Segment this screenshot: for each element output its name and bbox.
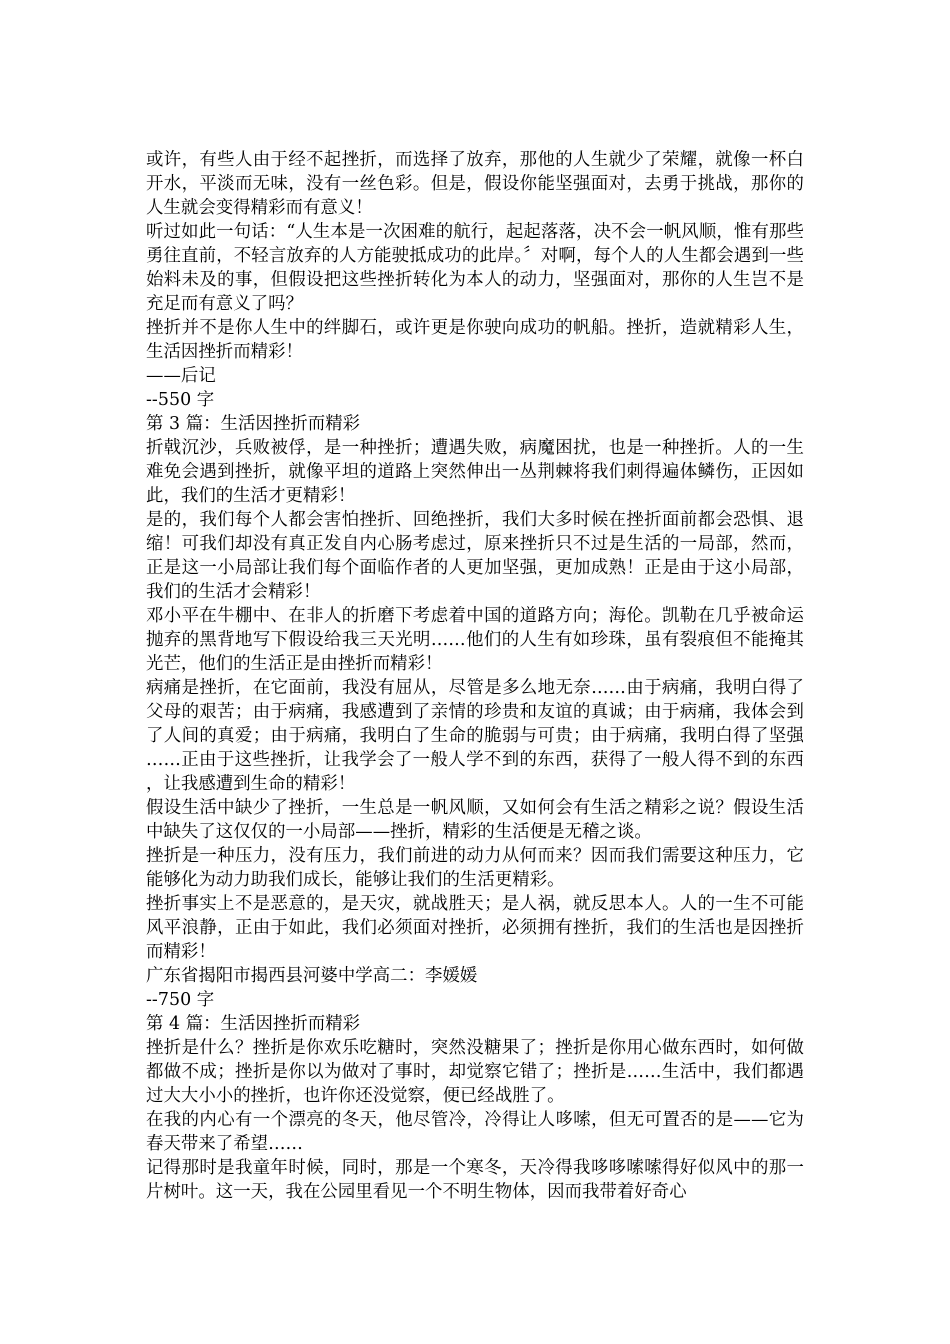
paragraph: 邓小平在牛棚中、在非人的折磨下考虑着中国的道路方向；海伦。凯勒在几乎被命运抛弃的黑背地写下假设给我三天光明……他们的人生有如珍珠，虽有裂痕但不能掩其光芒，他们的生活正是由挫折而精彩！ bbox=[146, 606, 804, 674]
article-heading: 第 3 篇：生活因挫折而精彩 bbox=[146, 414, 361, 434]
paragraph: 在我的内心有一个漂亮的冬天，他尽管冷，冷得让人哆嗦，但无可置否的是——它为春天带来了希望…… bbox=[146, 1110, 804, 1154]
article-heading: 第 4 篇：生活因挫折而精彩 bbox=[146, 1014, 361, 1034]
paragraph: 折戟沉沙，兵败被俘，是一种挫折；遭遇失败，病魔困扰，也是一种挫折。人的一生难免会遇到挫折，就像平坦的道路上突然伸出一丛荆棘将我们刺得遍体鳞伤，正因如此，我们的生活才更精彩！ bbox=[146, 438, 804, 506]
paragraph: 挫折是一种压力，没有压力，我们前进的动力从何而来？因而我们需要这种压力，它能够化为动力助我们成长，能够让我们的生活更精彩。 bbox=[146, 846, 804, 890]
paragraph: 挫折事实上不是恶意的，是天灾，就战胜天；是人祸，就反思本人。人的一生不可能风平浪静，正由于如此，我们必须面对挫折，必须拥有挫折，我们的生活也是因挫折而精彩！ bbox=[146, 894, 804, 962]
paragraph: 是的，我们每个人都会害怕挫折、回绝挫折，我们大多时候在挫折面前都会恐惧、退缩！可我们却没有真正发自内心肠考虑过，原来挫折只不过是生活的一局部，然而，正是这一小局部让我们每个面临作者的人更加坚强，更加成熟！正是由于这小局部，我们的生活才会精彩！ bbox=[146, 510, 804, 602]
paragraph: 挫折是什么？挫折是你欢乐吃糖时，突然没糖果了；挫折是你用心做东西时，如何做都做不成；挫折是你以为做对了事时，却觉察它错了；挫折是……生活中，我们都遇过大大小小的挫折，也许你还没觉察，便已经战胜了。 bbox=[146, 1038, 804, 1106]
paragraph: 听过如此一句话：“人生本是一次困难的航行，起起落落，决不会一帆风顺，惟有那些勇往直前，不轻言放弃的人方能驶抵成功的此岸。〞对啊，每个人的人生都会遇到一些始料未及的事，但假设把这些挫折转化为本人的动力，坚强面对，那你的人生岂不是充足而有意义了吗？ bbox=[146, 222, 804, 314]
paragraph: 病痛是挫折，在它面前，我没有屈从，尽管是多么地无奈……由于病痛，我明白得了父母的艰苦；由于病痛，我感遭到了亲情的珍贵和友谊的真诚；由于病痛，我体会到了人间的真爱；由于病痛，我明白了生命的脆弱与可贵；由于病痛，我明白得了坚强……正由于这些挫折，让我学会了一般人学不到的东西，获得了一般人得不到的东西，让我感遭到生命的精彩！ bbox=[146, 678, 804, 794]
paragraph: 记得那时是我童年时候，同时，那是一个寒冬，天冷得我哆哆嗦嗦得好似风中的那一片树叶。这一天，我在公园里看见一个不明生物体，因而我带着好奇心 bbox=[146, 1158, 804, 1202]
paragraph: 或许，有些人由于经不起挫折，而选择了放弃，那他的人生就少了荣耀，就像一杯白开水，平淡而无味，没有一丝色彩。但是，假设你能坚强面对，去勇于挑战，那你的人生就会变得精彩而有意义！ bbox=[146, 150, 804, 218]
paragraph: 挫折并不是你人生中的绊脚石，或许更是你驶向成功的帆船。挫折，造就精彩人生，生活因挫折而精彩！ bbox=[146, 318, 804, 362]
afterword-signature: ——后记 bbox=[146, 366, 216, 386]
word-count: --550 字 bbox=[146, 390, 215, 410]
paragraph: 假设生活中缺少了挫折，一生总是一帆风顺，又如何会有生活之精彩之说？假设生活中缺失了这仅仅的一小局部——挫折，精彩的生活便是无稽之谈。 bbox=[146, 798, 804, 842]
word-count: --750 字 bbox=[146, 990, 215, 1010]
author-line: 广东省揭阳市揭西县河婆中学高二：李媛媛 bbox=[146, 966, 478, 986]
document-body bbox=[146, 148, 804, 1204]
